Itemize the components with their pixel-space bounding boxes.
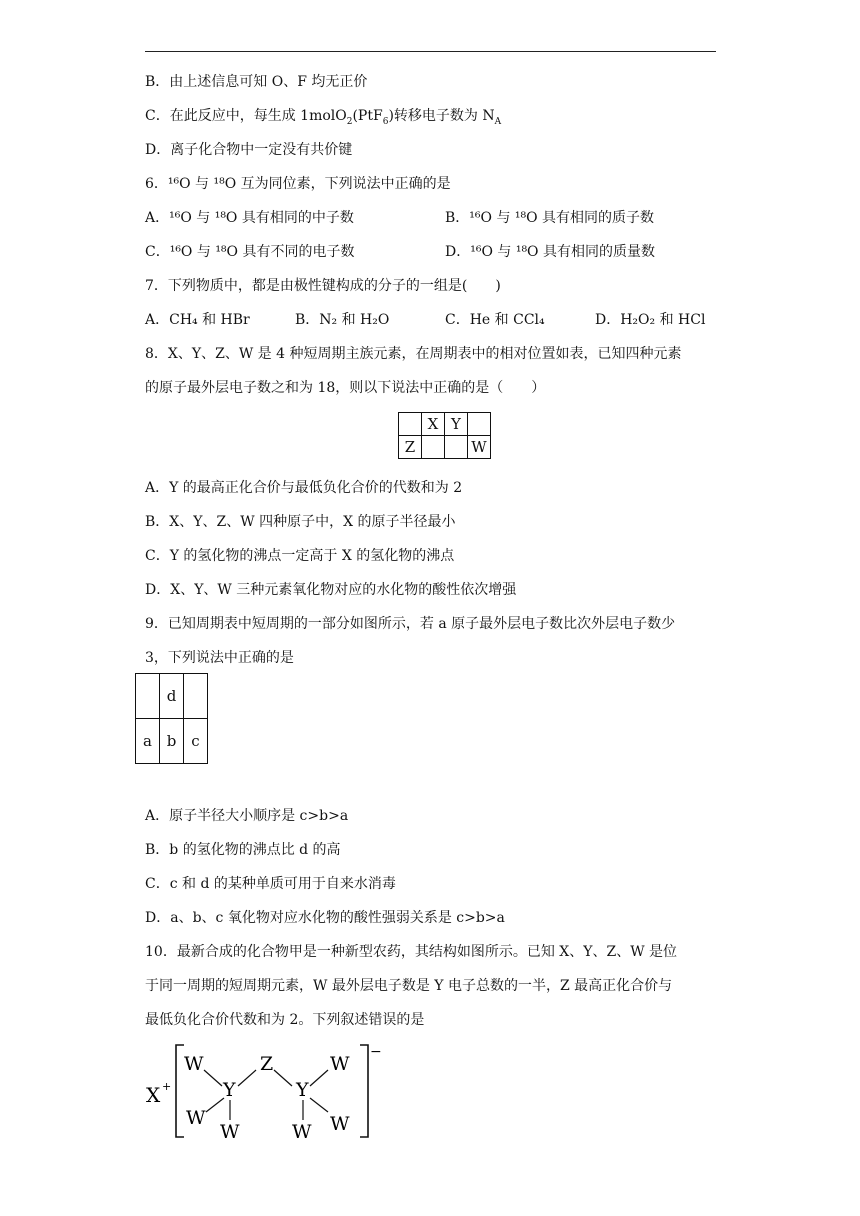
q7-option-b: B．N₂ 和 H₂O xyxy=(295,312,390,328)
q10-stem-line2: 于同一周期的短周期元素，W 最外层电子数是 Y 电子总数的一半，Z 最高正化合价与 xyxy=(145,978,673,994)
q7-stem: 7．下列物质中，都是由极性键构成的分子的一组是( ) xyxy=(145,278,501,294)
q9-option-d: D．a、b、c 氧化物对应水化物的酸性强弱关系是 c>b>a xyxy=(145,910,505,926)
atom-y: Y xyxy=(296,1079,309,1101)
q5-option-c: C．在此反应中，每生成 1molO$_2$(PtF$_6$)转移电子数为 $N_A$ xyxy=(145,108,502,127)
q8-periodic-table xyxy=(398,412,491,459)
table-cell: W xyxy=(468,436,491,459)
q8-stem-line1: 8．X、Y、Z、W 是 4 种短周期主族元素，在周期表中的相对位置如表，已知四种元素 xyxy=(145,346,682,362)
q6-option-a: A．¹⁶O 与 ¹⁸O 具有相同的中子数 xyxy=(145,210,354,226)
right-bracket xyxy=(360,1045,368,1137)
q6-option-c: C．¹⁶O 与 ¹⁸O 具有不同的电子数 xyxy=(145,244,355,260)
cation-charge: + xyxy=(162,1080,172,1093)
atom-w: W xyxy=(330,1053,350,1075)
q9-periodic-table xyxy=(135,673,208,764)
table-row xyxy=(136,674,208,719)
table-cell xyxy=(136,674,160,719)
q8-option-d: D．X、Y、W 三种元素氧化物对应的水化物的酸性依次增强 xyxy=(145,582,517,598)
table-cell: X xyxy=(422,413,445,436)
table-cell xyxy=(422,436,445,459)
table-row xyxy=(399,413,491,436)
table-cell: Y xyxy=(445,413,468,436)
atom-w: W xyxy=(184,1053,204,1075)
q9-option-c: C．c 和 d 的某种单质可用于自来水消毒 xyxy=(145,876,396,892)
q8-option-c: C．Y 的氢化物的沸点一定高于 X 的氢化物的沸点 xyxy=(145,548,455,564)
atom-w: W xyxy=(186,1107,206,1129)
q8-option-a: A．Y 的最高正化合价与最低负化合价的代数和为 2 xyxy=(145,480,463,496)
q5-option-b: B．由上述信息可知 O、F 均无正价 xyxy=(145,74,368,90)
q9-stem-line1: 9．已知周期表中短周期的一部分如图所示，若 a 原子最外层电子数比次外层电子数少 xyxy=(145,616,676,632)
q7-option-a: A．CH₄ 和 HBr xyxy=(145,312,250,328)
q6-option-b: B．¹⁶O 与 ¹⁸O 具有相同的质子数 xyxy=(445,210,655,226)
left-bracket xyxy=(176,1045,184,1137)
atom-y: Y xyxy=(223,1079,236,1101)
table-cell: d xyxy=(160,674,184,719)
q5-option-d: D．离子化合物中一定没有共价键 xyxy=(145,142,353,158)
table-cell xyxy=(184,674,208,719)
q8-stem-line2: 的原子最外层电子数之和为 18，则以下说法中正确的是（ ） xyxy=(145,380,546,396)
atom-w: W xyxy=(292,1121,312,1143)
table-cell xyxy=(468,413,491,436)
header-rule xyxy=(145,51,716,52)
table-row xyxy=(399,436,491,459)
table-cell xyxy=(445,436,468,459)
cation-x: X xyxy=(146,1083,161,1107)
q10-stem-line3: 最低负化合价代数和为 2。下列叙述错误的是 xyxy=(145,1012,425,1028)
table-cell xyxy=(399,413,422,436)
q7-option-d: D．H₂O₂ 和 HCl xyxy=(595,312,706,328)
q9-stem-line2: 3，下列说法中正确的是 xyxy=(145,650,294,666)
table-cell: c xyxy=(184,719,208,764)
table-cell: Z xyxy=(399,436,422,459)
q9-option-b: B．b 的氢化物的沸点比 d 的高 xyxy=(145,842,341,858)
q10-stem-line1: 10．最新合成的化合物甲是一种新型农药，其结构如图所示。已知 X、Y、Z、W 是位 xyxy=(145,944,678,960)
anion-charge: − xyxy=(370,1044,382,1060)
q10-structure-diagram xyxy=(140,1038,390,1148)
table-cell: b xyxy=(160,719,184,764)
atom-z: Z xyxy=(260,1053,274,1075)
q6-option-d: D．¹⁶O 与 ¹⁸O 具有相同的质量数 xyxy=(445,244,655,260)
q7-option-c: C．He 和 CCl₄ xyxy=(445,312,545,328)
table-row xyxy=(136,719,208,764)
q9-option-a: A．原子半径大小顺序是 c>b>a xyxy=(145,808,349,824)
table-cell: a xyxy=(136,719,160,764)
q8-option-b: B．X、Y、Z、W 四种原子中，X 的原子半径最小 xyxy=(145,514,456,530)
atom-w: W xyxy=(220,1121,240,1143)
q6-stem: 6．¹⁶O 与 ¹⁸O 互为同位素，下列说法中正确的是 xyxy=(145,176,451,192)
atom-w: W xyxy=(330,1113,350,1135)
